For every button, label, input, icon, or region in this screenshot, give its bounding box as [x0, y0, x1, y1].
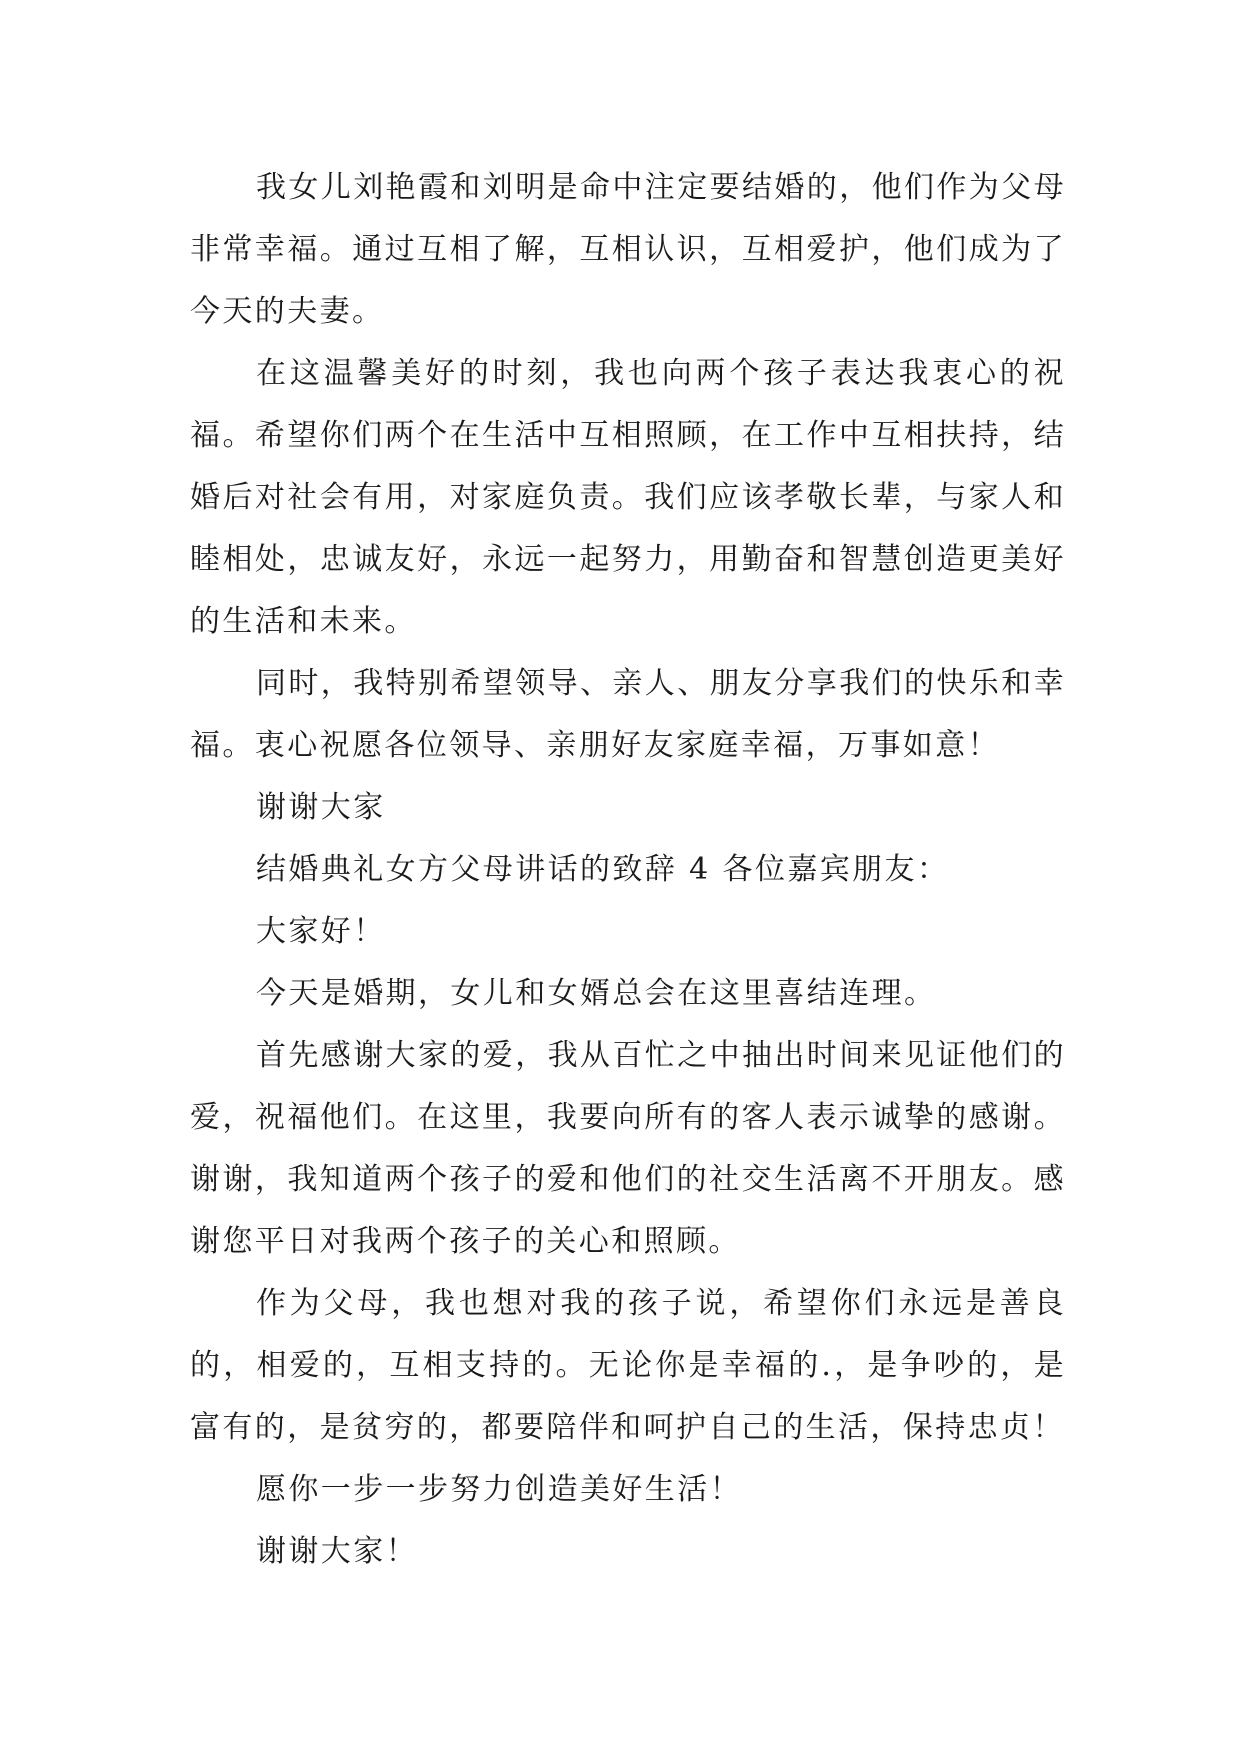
paragraph: 大家好！: [256, 914, 386, 949]
paragraph: 谢谢大家！: [256, 1534, 418, 1569]
paragraph: 作为父母，我也想对我的孩子说，希望你们永远是善良的，相爱的，互相支持的。无论你是幸福的.，是争吵的，是富有的，是贫穷的，都要陪伴和呵护自己的生活，保持忠贞！: [190, 1286, 1066, 1445]
paragraph: 今天是婚期，女儿和女婿总会在这里喜结连理。: [256, 976, 937, 1011]
paragraph: 谢谢大家: [256, 790, 386, 825]
paragraph: 首先感谢大家的爱，我从百忙之中抽出时间来见证他们的爱，祝福他们。在这里，我要向所有的客人表示诚挚的感谢。谢谢，我知道两个孩子的爱和他们的社交生活离不开朋友。感谢您平日对我两个孩子的关心和照顾。: [190, 1038, 1066, 1259]
paragraph: 在这温馨美好的时刻，我也向两个孩子表达我衷心的祝福。希望你们两个在生活中互相照顾，在工作中互相扶持，结婚后对社会有用，对家庭负责。我们应该孝敬长辈，与家人和睦相处，忠诚友好，永远一起努力，用勤奋和智慧创造更美好的生活和未来。: [190, 356, 1066, 639]
paragraph: 同时，我特别希望领导、亲人、朋友分享我们的快乐和幸福。衷心祝愿各位领导、亲朋好友家庭幸福，万事如意！: [190, 666, 1066, 763]
paragraph: 结婚典礼女方父母讲话的致辞 4 各位嘉宾朋友：: [256, 852, 950, 887]
document-body: [190, 157, 1066, 1583]
paragraph: 愿你一步一步努力创造美好生活！: [256, 1472, 742, 1507]
paragraph: 我女儿刘艳霞和刘明是命中注定要结婚的，他们作为父母非常幸福。通过互相了解，互相认识，互相爱护，他们成为了今天的夫妻。: [190, 170, 1066, 329]
